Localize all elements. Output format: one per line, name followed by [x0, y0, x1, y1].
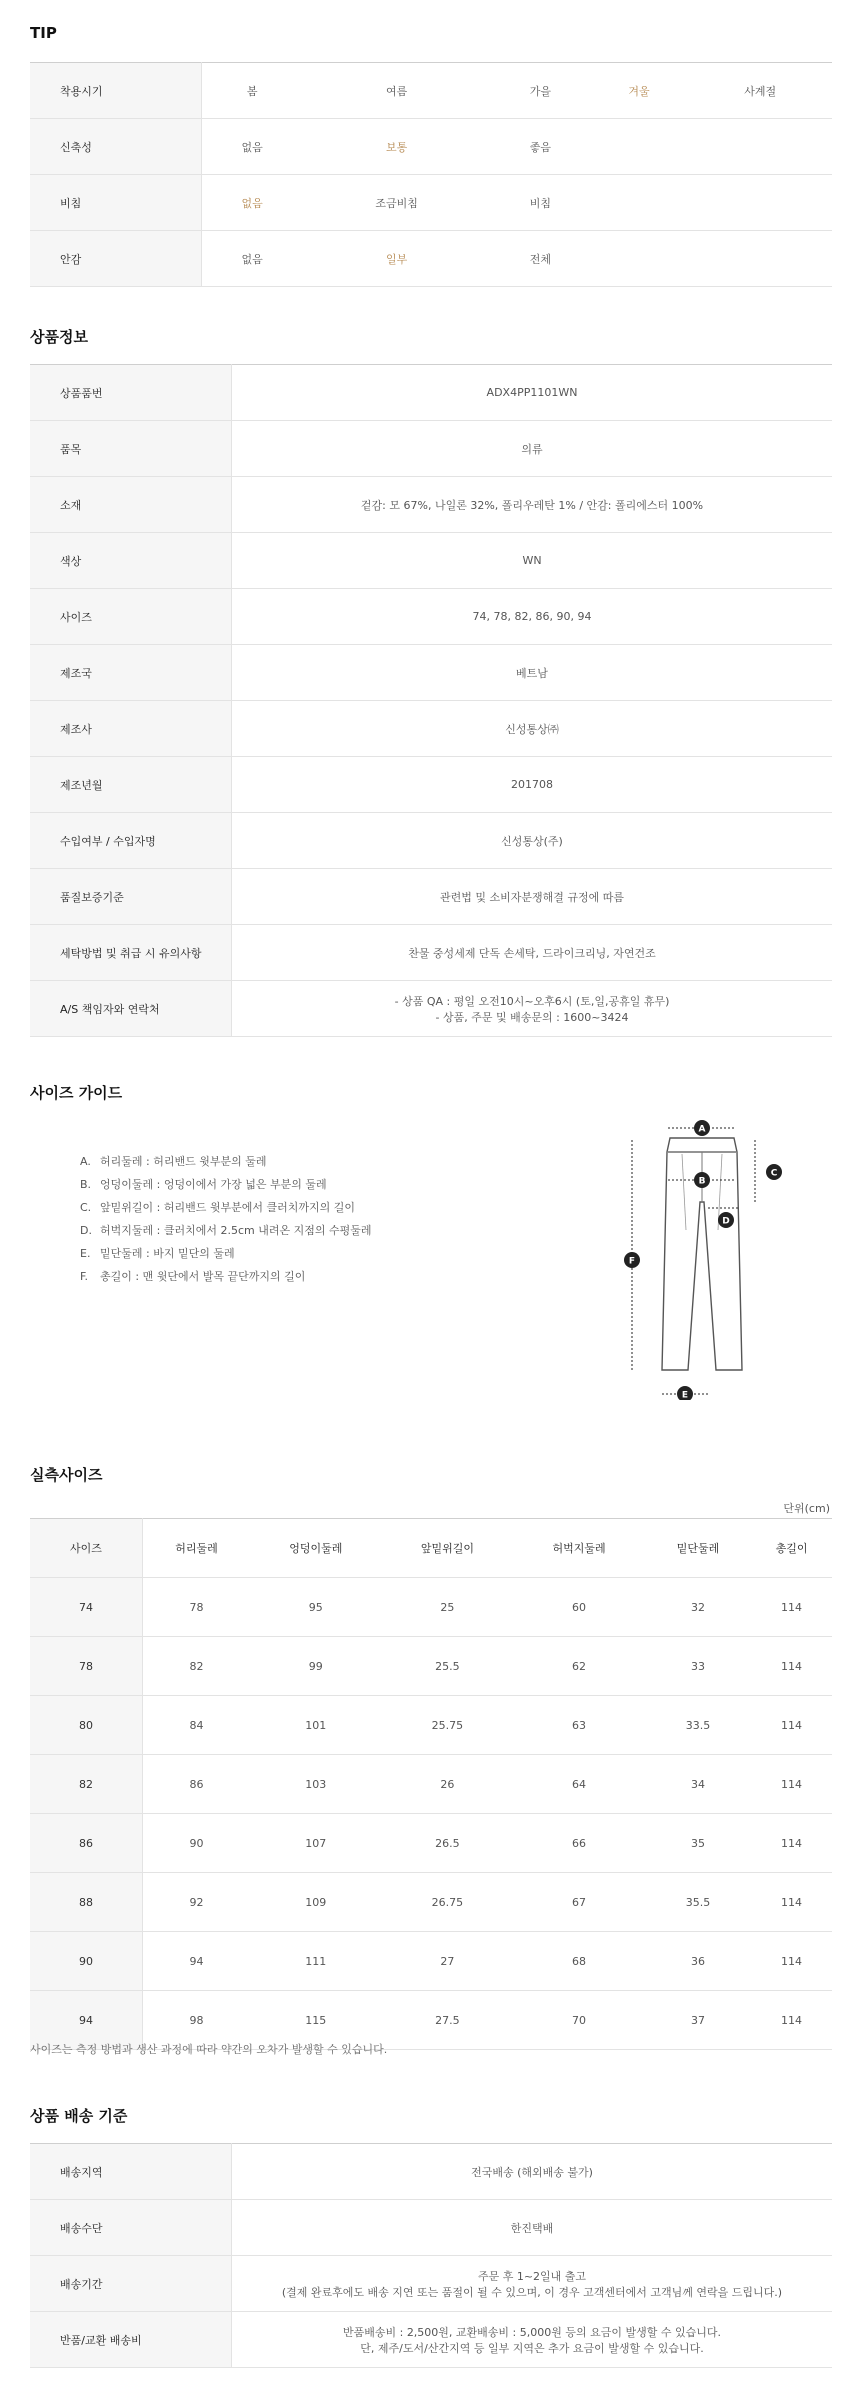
tip-option: 가을 [491, 63, 590, 119]
size-header-cell: 허리둘레 [143, 1519, 250, 1578]
size-cell: 92 [143, 1873, 250, 1932]
tip-option: 보통 [302, 119, 491, 175]
size-header-cell: 허벅지둘레 [513, 1519, 645, 1578]
size-guide-item [80, 1265, 371, 1288]
info-label: 수입여부 / 수입자명 [30, 813, 232, 869]
size-cell: 63 [513, 1696, 645, 1755]
info-value [232, 421, 833, 477]
tip-option: 비침 [491, 175, 590, 231]
delivery-value-line: 주문 후 1~2일내 출고 [477, 2269, 587, 2283]
info-value [232, 701, 833, 757]
tip-label: 비침 [30, 175, 202, 231]
tip-option: 사계절 [688, 63, 832, 119]
marker-e [677, 1386, 693, 1400]
size-cell: 35 [645, 1814, 751, 1873]
info-row [30, 757, 832, 813]
tip-option [688, 175, 832, 231]
size-header-cell: 앞밑위길이 [382, 1519, 514, 1578]
size-cell: 64 [513, 1755, 645, 1814]
info-label: 품질보증기준 [30, 869, 232, 925]
size-cell: 70 [513, 1991, 645, 2050]
tip-option: 조금비침 [302, 175, 491, 231]
info-value [232, 533, 833, 589]
size-cell: 26 [382, 1755, 514, 1814]
size-cell: 114 [751, 1991, 832, 2050]
delivery-label: 배송수단 [30, 2200, 232, 2256]
size-table [30, 1518, 832, 2050]
tip-option: 없음 [202, 231, 303, 287]
marker-f [624, 1252, 640, 1268]
delivery-row [30, 2144, 832, 2200]
info-value-line: 신성통상(주) [501, 834, 563, 848]
size-cell: 101 [250, 1696, 382, 1755]
tip-label: 신축성 [30, 119, 202, 175]
size-guide-text: 허벅지둘레 : 클러치에서 2.5cm 내려온 지점의 수평둘레 [100, 1224, 372, 1237]
info-value [232, 981, 833, 1037]
size-cell: 114 [751, 1755, 832, 1814]
size-cell: 84 [143, 1696, 250, 1755]
tip-label: 안감 [30, 231, 202, 287]
info-title: 상품정보 [30, 328, 88, 346]
size-cell: 33.5 [645, 1696, 751, 1755]
size-cell: 114 [751, 1814, 832, 1873]
size-row [30, 1932, 832, 1991]
size-header-cell: 사이즈 [30, 1519, 143, 1578]
size-cell: 27 [382, 1932, 514, 1991]
info-value-line: 관련법 및 소비자분쟁해결 규정에 따름 [439, 890, 624, 904]
info-value [232, 757, 833, 813]
size-cell: 68 [513, 1932, 645, 1991]
tip-table [30, 62, 832, 287]
size-cell: 103 [250, 1755, 382, 1814]
size-cell: 36 [645, 1932, 751, 1991]
info-value-line: 74, 78, 82, 86, 90, 94 [472, 610, 592, 623]
delivery-title: 상품 배송 기준 [30, 2107, 128, 2125]
info-label: 소재 [30, 477, 232, 533]
size-guide-item [80, 1196, 371, 1219]
size-guide-title: 사이즈 가이드 [30, 1084, 123, 1102]
size-guide-item [80, 1150, 371, 1173]
info-label: A/S 책임자와 연락처 [30, 981, 232, 1037]
tip-row [30, 231, 832, 287]
info-label: 제조사 [30, 701, 232, 757]
size-row [30, 1578, 832, 1637]
info-value-line: 신성통상㈜ [505, 722, 559, 736]
size-guide-key: B. [80, 1178, 92, 1191]
info-label: 제조년월 [30, 757, 232, 813]
size-guide-text: 총길이 : 맨 윗단에서 발목 끝단까지의 길이 [100, 1270, 306, 1283]
info-row [30, 589, 832, 645]
delivery-label: 배송기간 [30, 2256, 232, 2312]
size-cell: 86 [143, 1755, 250, 1814]
size-guide-key: D. [80, 1224, 92, 1237]
delivery-value [232, 2200, 833, 2256]
info-value [232, 645, 833, 701]
size-cell: 114 [751, 1637, 832, 1696]
size-cell: 86 [30, 1814, 143, 1873]
svg-text:E: E [681, 1390, 689, 1400]
size-cell: 88 [30, 1873, 143, 1932]
info-row [30, 813, 832, 869]
svg-text:A: A [698, 1124, 706, 1135]
size-guide-text: 앞밑위길이 : 허리밴드 윗부분에서 클러치까지의 길이 [100, 1201, 355, 1214]
info-value-line: 의류 [521, 442, 543, 456]
size-cell: 94 [30, 1991, 143, 2050]
tip-option: 없음 [202, 119, 303, 175]
delivery-table [30, 2143, 832, 2368]
size-cell: 25 [382, 1578, 514, 1637]
size-cell: 66 [513, 1814, 645, 1873]
size-cell: 26.75 [382, 1873, 514, 1932]
size-guide-item [80, 1242, 371, 1265]
size-cell: 109 [250, 1873, 382, 1932]
info-value-line: WN [522, 554, 542, 567]
info-value [232, 813, 833, 869]
info-label: 사이즈 [30, 589, 232, 645]
size-guide-text: 밑단둘레 : 바지 밑단의 둘레 [100, 1247, 235, 1260]
size-cell: 114 [751, 1873, 832, 1932]
size-cell: 27.5 [382, 1991, 514, 2050]
size-cell: 114 [751, 1696, 832, 1755]
size-cell: 111 [250, 1932, 382, 1991]
size-cell: 25.5 [382, 1637, 514, 1696]
size-header-cell: 밑단둘레 [645, 1519, 751, 1578]
delivery-value-line: 한진택배 [510, 2221, 554, 2235]
size-cell: 80 [30, 1696, 143, 1755]
tip-option: 여름 [302, 63, 491, 119]
info-value-line: ADX4PP1101WN [486, 386, 578, 399]
info-label: 색상 [30, 533, 232, 589]
delivery-value-line: 반품배송비 : 2,500원, 교환배송비 : 5,000원 등의 요금이 발생할 수 있습니다. [342, 2325, 721, 2339]
size-guide-key: E. [80, 1247, 91, 1260]
size-cell: 34 [645, 1755, 751, 1814]
size-cell: 26.5 [382, 1814, 514, 1873]
size-note: 사이즈는 측정 방법과 생산 과정에 따라 약간의 오차가 발생할 수 있습니다. [30, 2043, 388, 2056]
delivery-value [232, 2256, 833, 2312]
size-cell: 78 [143, 1578, 250, 1637]
info-value-line: - 상품, 주문 및 배송문의 : 1600~3424 [435, 1010, 629, 1024]
delivery-value [232, 2312, 833, 2368]
size-cell: 90 [30, 1932, 143, 1991]
size-header-cell: 엉덩이둘레 [250, 1519, 382, 1578]
size-guide-key: C. [80, 1201, 92, 1214]
product-info-table [30, 364, 832, 1037]
tip-option: 전체 [491, 231, 590, 287]
delivery-value-line: 전국배송 (해외배송 불가) [471, 2165, 593, 2179]
size-cell: 115 [250, 1991, 382, 2050]
size-cell: 33 [645, 1637, 751, 1696]
size-cell: 94 [143, 1932, 250, 1991]
size-cell: 37 [645, 1991, 751, 2050]
marker-d [718, 1212, 734, 1228]
size-cell: 82 [143, 1637, 250, 1696]
tip-option [688, 231, 832, 287]
tip-title: TIP [30, 24, 57, 42]
info-value [232, 925, 833, 981]
size-row [30, 1696, 832, 1755]
marker-a [694, 1120, 710, 1136]
info-row [30, 645, 832, 701]
size-cell: 82 [30, 1755, 143, 1814]
size-cell: 60 [513, 1578, 645, 1637]
info-value [232, 477, 833, 533]
info-row [30, 869, 832, 925]
tip-option [590, 231, 689, 287]
size-guide-text: 허리둘레 : 허리밴드 윗부분의 둘레 [100, 1155, 267, 1168]
info-value [232, 589, 833, 645]
tip-row [30, 119, 832, 175]
delivery-value-line: (결제 완료후에도 배송 지연 또는 품절이 될 수 있으며, 이 경우 고객센터에서 고객님께 연락을 드립니다.) [281, 2285, 783, 2299]
info-row [30, 701, 832, 757]
size-guide-item [80, 1219, 371, 1242]
size-guide-key: A. [80, 1155, 91, 1168]
tip-row [30, 175, 832, 231]
size-cell: 78 [30, 1637, 143, 1696]
size-cell: 98 [143, 1991, 250, 2050]
tip-option [688, 119, 832, 175]
info-row [30, 533, 832, 589]
info-value-line: 201708 [511, 778, 553, 791]
size-cell: 74 [30, 1578, 143, 1637]
info-value-line: 겉감: 모 67%, 나일론 32%, 폴리우레탄 1% / 안감: 폴리에스터 100% [360, 498, 704, 512]
size-cell: 95 [250, 1578, 382, 1637]
info-row [30, 925, 832, 981]
size-guide-list [80, 1150, 371, 1288]
size-cell: 32 [645, 1578, 751, 1637]
size-cell: 90 [143, 1814, 250, 1873]
info-row [30, 365, 832, 421]
size-cell: 35.5 [645, 1873, 751, 1932]
size-row [30, 1637, 832, 1696]
tip-row [30, 63, 832, 119]
size-cell: 62 [513, 1637, 645, 1696]
size-guide-key: F. [80, 1270, 89, 1283]
info-value-line: 찬물 중성세제 단독 손세탁, 드라이크리닝, 자연건조 [408, 946, 656, 960]
marker-c [766, 1164, 782, 1180]
tip-option [590, 119, 689, 175]
size-guide-item [80, 1173, 371, 1196]
tip-option: 봄 [202, 63, 303, 119]
tip-option: 일부 [302, 231, 491, 287]
delivery-row [30, 2200, 832, 2256]
delivery-value-line: 단, 제주/도서/산간지역 등 일부 지역은 추가 요금이 발생할 수 있습니다. [360, 2341, 704, 2355]
info-label: 제조국 [30, 645, 232, 701]
tip-option: 겨울 [590, 63, 689, 119]
size-cell: 67 [513, 1873, 645, 1932]
tip-option [590, 175, 689, 231]
size-row [30, 1873, 832, 1932]
info-value-line: 베트남 [516, 666, 548, 680]
info-label: 세탁방법 및 취급 시 유의사항 [30, 925, 232, 981]
svg-text:F: F [628, 1256, 636, 1267]
svg-text:C: C [770, 1168, 778, 1179]
measured-size-title: 실측사이즈 [30, 1466, 103, 1484]
delivery-row [30, 2256, 832, 2312]
size-header-cell: 총길이 [751, 1519, 832, 1578]
info-row [30, 981, 832, 1037]
info-label: 품목 [30, 421, 232, 477]
size-row [30, 1814, 832, 1873]
unit-label: 단위(cm) [783, 1502, 830, 1515]
size-cell: 25.75 [382, 1696, 514, 1755]
pants-measurement-diagram [612, 1110, 792, 1404]
tip-option: 좋음 [491, 119, 590, 175]
svg-text:B: B [698, 1176, 706, 1187]
marker-b [694, 1172, 710, 1188]
info-value [232, 365, 833, 421]
svg-text:D: D [722, 1216, 730, 1227]
size-cell: 107 [250, 1814, 382, 1873]
size-header-row [30, 1519, 832, 1578]
size-row [30, 1755, 832, 1814]
info-value [232, 869, 833, 925]
tip-option: 없음 [202, 175, 303, 231]
info-row [30, 421, 832, 477]
size-cell: 99 [250, 1637, 382, 1696]
info-value-line: - 상품 QA : 평일 오전10시~오후6시 (토,일,공휴일 휴무) [394, 994, 670, 1008]
size-cell: 114 [751, 1578, 832, 1637]
delivery-label: 반품/교환 배송비 [30, 2312, 232, 2368]
size-cell: 114 [751, 1932, 832, 1991]
tip-label: 착용시기 [30, 63, 202, 119]
delivery-label: 배송지역 [30, 2144, 232, 2200]
size-guide-text: 엉덩이둘레 : 엉덩이에서 가장 넓은 부분의 둘레 [100, 1178, 327, 1191]
delivery-row [30, 2312, 832, 2368]
info-row [30, 477, 832, 533]
pants-diagram-icon [612, 1110, 792, 1400]
info-label: 상품품번 [30, 365, 232, 421]
delivery-value [232, 2144, 833, 2200]
